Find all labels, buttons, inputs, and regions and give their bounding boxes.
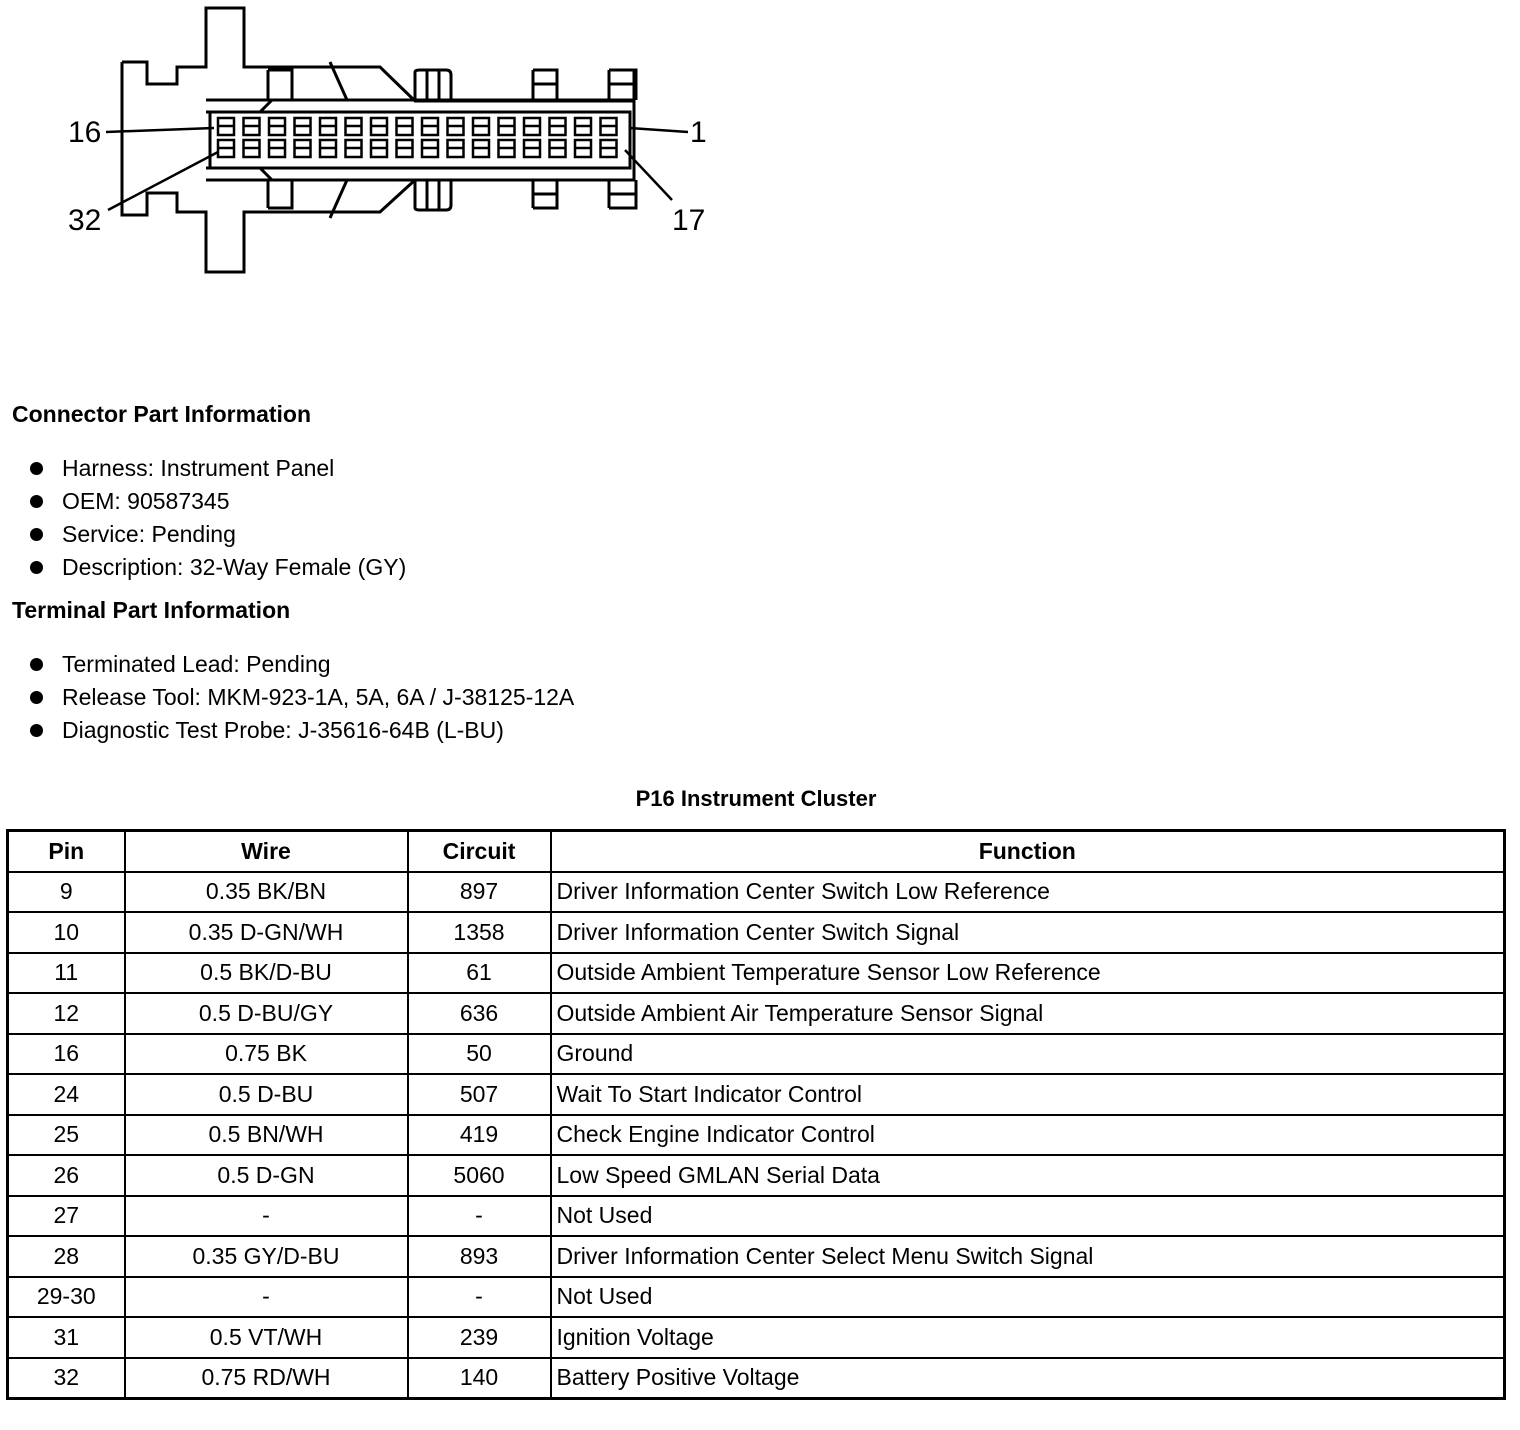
cell-pin: 9	[8, 872, 125, 913]
pin-label-32: 32	[68, 204, 102, 237]
cell-wire: 0.5 D-BU/GY	[125, 993, 408, 1034]
table-row	[8, 1317, 1505, 1358]
list-item: Diagnostic Test Probe: J-35616-64B (L-BU)	[30, 714, 574, 747]
cell-circuit: 61	[408, 953, 551, 994]
cell-pin: 26	[8, 1155, 125, 1196]
cell-wire: -	[125, 1196, 408, 1237]
cell-wire: 0.5 BN/WH	[125, 1115, 408, 1156]
header-wire: Wire	[125, 831, 408, 872]
leader-line-32	[108, 152, 218, 210]
header-circuit: Circuit	[408, 831, 551, 872]
cell-circuit: 636	[408, 993, 551, 1034]
cell-wire: 0.5 D-GN	[125, 1155, 408, 1196]
cell-circuit: -	[408, 1196, 551, 1237]
table-header-row	[8, 831, 1505, 872]
pin-label-16: 16	[68, 116, 102, 149]
cell-pin: 25	[8, 1115, 125, 1156]
connector-part-info-title: Connector Part Information	[12, 401, 312, 427]
cell-circuit: 140	[408, 1358, 551, 1399]
table-row	[8, 1277, 1505, 1318]
connector-diagram	[0, 0, 760, 290]
pinout-table	[6, 829, 1506, 1400]
cell-wire: 0.75 BK	[125, 1034, 408, 1075]
cell-pin: 32	[8, 1358, 125, 1399]
table-row	[8, 1074, 1505, 1115]
cell-wire: 0.35 GY/D-BU	[125, 1236, 408, 1277]
cell-function: Wait To Start Indicator Control	[551, 1074, 1505, 1115]
cell-pin: 16	[8, 1034, 125, 1075]
table-row	[8, 993, 1505, 1034]
list-item: OEM: 90587345	[30, 485, 406, 518]
table-title: P16 Instrument Cluster	[635, 786, 877, 811]
table-row	[8, 872, 1505, 913]
header-pin: Pin	[8, 831, 125, 872]
cell-circuit: 239	[408, 1317, 551, 1358]
cell-function: Not Used	[551, 1277, 1505, 1318]
cell-circuit: 897	[408, 872, 551, 913]
table-row	[8, 1155, 1505, 1196]
cell-function: Ground	[551, 1034, 1505, 1075]
cell-function: Driver Information Center Select Menu Switch Signal	[551, 1236, 1505, 1277]
cell-circuit: 5060	[408, 1155, 551, 1196]
cell-pin: 29-30	[8, 1277, 125, 1318]
cell-function: Outside Ambient Temperature Sensor Low Reference	[551, 953, 1505, 994]
cell-pin: 10	[8, 912, 125, 953]
table-row	[8, 1358, 1505, 1399]
bullet-icon	[30, 691, 43, 704]
list-item: Release Tool: MKM-923-1A, 5A, 6A / J-38125-12A	[30, 681, 574, 714]
leader-line-1	[630, 128, 688, 132]
list-item: Service: Pending	[30, 518, 406, 551]
cell-wire: 0.5 D-BU	[125, 1074, 408, 1115]
cell-function: Driver Information Center Switch Signal	[551, 912, 1505, 953]
bullet-icon	[30, 462, 43, 475]
cell-pin: 27	[8, 1196, 125, 1237]
pin-cavities	[218, 118, 617, 157]
cell-function: Battery Positive Voltage	[551, 1358, 1505, 1399]
cell-function: Check Engine Indicator Control	[551, 1115, 1505, 1156]
cell-wire: 0.5 BK/D-BU	[125, 953, 408, 994]
cell-function: Low Speed GMLAN Serial Data	[551, 1155, 1505, 1196]
cell-function: Not Used	[551, 1196, 1505, 1237]
header-function: Function	[551, 831, 1505, 872]
cell-pin: 24	[8, 1074, 125, 1115]
cell-function: Outside Ambient Air Temperature Sensor Signal	[551, 993, 1505, 1034]
cell-circuit: 893	[408, 1236, 551, 1277]
cell-circuit: -	[408, 1277, 551, 1318]
bullet-icon	[30, 528, 43, 541]
connector-part-info-list	[30, 452, 406, 584]
bullet-icon	[30, 561, 43, 574]
cell-circuit: 507	[408, 1074, 551, 1115]
bullet-icon	[30, 658, 43, 671]
cell-circuit: 1358	[408, 912, 551, 953]
list-item: Harness: Instrument Panel	[30, 452, 406, 485]
cell-wire: 0.75 RD/WH	[125, 1358, 408, 1399]
terminal-part-info-list	[30, 648, 574, 747]
cell-function: Ignition Voltage	[551, 1317, 1505, 1358]
table-row	[8, 1236, 1505, 1277]
list-item: Description: 32-Way Female (GY)	[30, 551, 406, 584]
cell-circuit: 50	[408, 1034, 551, 1075]
cell-pin: 12	[8, 993, 125, 1034]
table-row	[8, 1034, 1505, 1075]
cell-wire: 0.35 BK/BN	[125, 872, 408, 913]
terminal-part-info-title: Terminal Part Information	[12, 597, 291, 623]
cell-circuit: 419	[408, 1115, 551, 1156]
cell-wire: 0.5 VT/WH	[125, 1317, 408, 1358]
cell-pin: 11	[8, 953, 125, 994]
bullet-icon	[30, 724, 43, 737]
cell-pin: 28	[8, 1236, 125, 1277]
pin-label-1: 1	[690, 116, 707, 149]
cell-function: Driver Information Center Switch Low Reference	[551, 872, 1505, 913]
list-item: Terminated Lead: Pending	[30, 648, 574, 681]
bullet-icon	[30, 495, 43, 508]
table-row	[8, 1196, 1505, 1237]
cell-wire: -	[125, 1277, 408, 1318]
cell-wire: 0.35 D-GN/WH	[125, 912, 408, 953]
table-row	[8, 953, 1505, 994]
cell-pin: 31	[8, 1317, 125, 1358]
table-row	[8, 912, 1505, 953]
pin-label-17: 17	[672, 204, 706, 237]
table-row	[8, 1115, 1505, 1156]
